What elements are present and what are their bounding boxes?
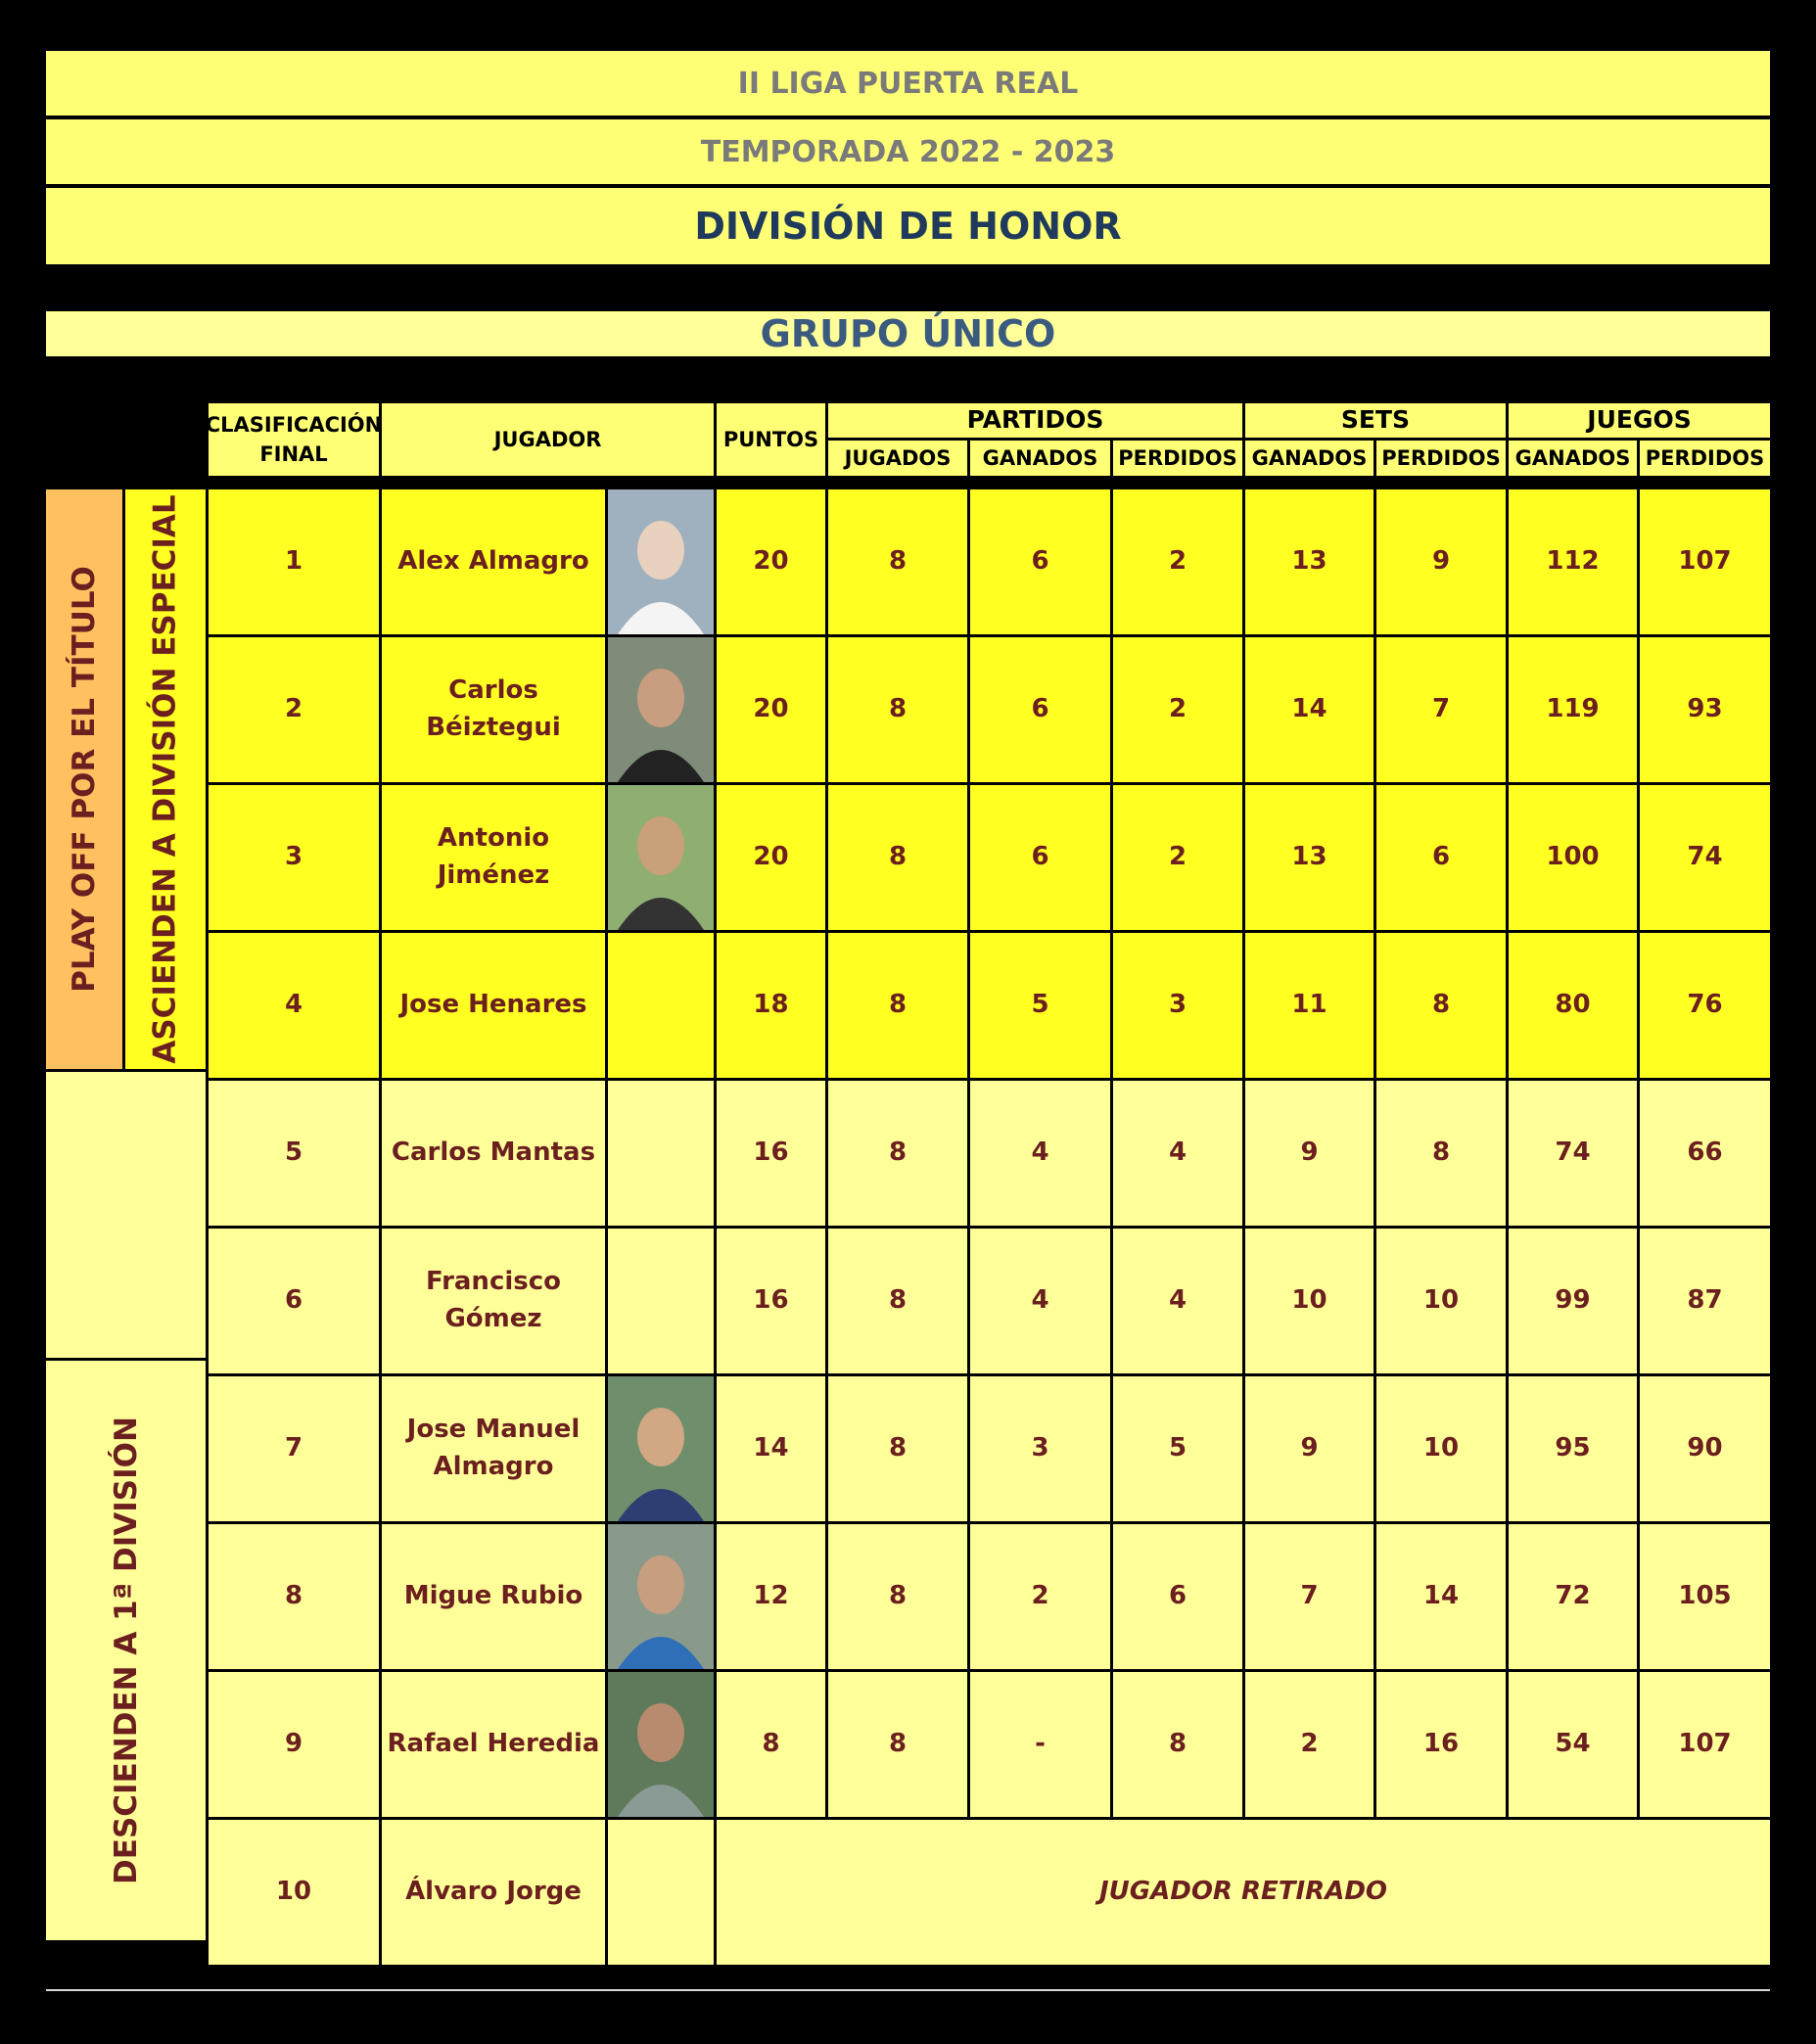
zone-promote <box>125 489 206 1069</box>
games-won-header: GANADOS <box>1509 441 1637 476</box>
stat-cell-pj: 8 <box>828 1081 967 1226</box>
stat-cell-pp: 5 <box>1113 1376 1242 1521</box>
stat-cell-jp: 107 <box>1640 1672 1770 1817</box>
stat-cell-sg: 10 <box>1245 1229 1374 1373</box>
stat-cell-sp: 8 <box>1376 1081 1506 1226</box>
games-lost-header: PERDIDOS <box>1640 441 1770 476</box>
stat-cell-pts: 20 <box>717 489 825 634</box>
stat-cell-pj: 8 <box>828 637 967 782</box>
stat-cell-pp: 4 <box>1113 1229 1242 1373</box>
player-name: Jose Henares <box>382 933 605 1078</box>
stat-cell-pp: 2 <box>1113 637 1242 782</box>
position-cell: 7 <box>209 1376 379 1521</box>
stat-cell-sg: 11 <box>1245 933 1374 1078</box>
stat-cell-pj: 8 <box>828 1524 967 1669</box>
stat-cell-sp: 14 <box>1376 1524 1506 1669</box>
stat-cell-sg: 2 <box>1245 1672 1374 1817</box>
stat-cell-pts: 8 <box>717 1672 825 1817</box>
player-photo <box>608 489 714 634</box>
player-name: Alex Almagro <box>382 489 605 634</box>
position-cell: 9 <box>209 1672 379 1817</box>
sets-lost-header: PERDIDOS <box>1376 441 1506 476</box>
position-cell: 8 <box>209 1524 379 1669</box>
stat-cell-jg: 72 <box>1509 1524 1637 1669</box>
player-photo-cell <box>608 489 714 634</box>
stat-cell-jg: 54 <box>1509 1672 1637 1817</box>
position-cell: 3 <box>209 785 379 930</box>
position-cell: 1 <box>209 489 379 634</box>
stat-cell-jp: 93 <box>1640 637 1770 782</box>
stat-cell-pp: 8 <box>1113 1672 1242 1817</box>
player-photo-cell <box>608 1376 714 1521</box>
bottom-rule <box>46 1989 1770 1991</box>
stat-cell-sp: 16 <box>1376 1672 1506 1817</box>
player-photo-cell <box>608 933 714 1078</box>
col-player-header: JUGADOR <box>382 403 714 476</box>
stat-cell-jg: 112 <box>1509 489 1637 634</box>
stat-cell-pg: 2 <box>970 1524 1110 1669</box>
stat-cell-pts: 12 <box>717 1524 825 1669</box>
stat-cell-pts: 20 <box>717 785 825 930</box>
stat-cell-pj: 8 <box>828 1229 967 1373</box>
stat-cell-jg: 119 <box>1509 637 1637 782</box>
stat-cell-jg: 95 <box>1509 1376 1637 1521</box>
player-photo <box>608 785 714 930</box>
col-position-header: CLASIFICACIÓN FINAL <box>209 403 379 476</box>
stat-cell-pj: 8 <box>828 785 967 930</box>
stat-cell-jg: 80 <box>1509 933 1637 1078</box>
player-photo <box>608 637 714 782</box>
stat-cell-sg: 9 <box>1245 1081 1374 1226</box>
matches-lost-header: PERDIDOS <box>1113 441 1242 476</box>
stat-cell-pg: 6 <box>970 637 1110 782</box>
season-title: TEMPORADA 2022 - 2023 <box>46 119 1770 184</box>
stat-cell-pts: 16 <box>717 1229 825 1373</box>
matches-played-header: JUGADOS <box>828 441 967 476</box>
stat-cell-pp: 2 <box>1113 785 1242 930</box>
stat-cell-pg: 6 <box>970 785 1110 930</box>
stat-cell-pj: 8 <box>828 489 967 634</box>
player-photo-cell <box>608 1229 714 1373</box>
stat-cell-jg: 100 <box>1509 785 1637 930</box>
stat-cell-pp: 4 <box>1113 1081 1242 1226</box>
stat-cell-pj: 8 <box>828 1376 967 1521</box>
col-sets-header: SETS <box>1245 403 1506 438</box>
stat-cell-pts: 18 <box>717 933 825 1078</box>
zone-playoff <box>46 489 122 1069</box>
stat-cell-jp: 76 <box>1640 933 1770 1078</box>
col-matches-header: PARTIDOS <box>828 403 1242 438</box>
stat-cell-pj: 8 <box>828 933 967 1078</box>
player-photo-cell <box>608 1081 714 1226</box>
stat-cell-pts: 20 <box>717 637 825 782</box>
player-name: Migue Rubio <box>382 1524 605 1669</box>
position-cell: 10 <box>209 1820 379 1965</box>
stat-cell-sp: 9 <box>1376 489 1506 634</box>
player-photo-cell <box>608 637 714 782</box>
sets-won-header: GANADOS <box>1245 441 1374 476</box>
player-name: Antonio Jiménez <box>382 785 605 930</box>
stat-cell-sg: 13 <box>1245 785 1374 930</box>
player-name: Francisco Gómez <box>382 1229 605 1373</box>
stat-cell-sg: 13 <box>1245 489 1374 634</box>
position-cell: 4 <box>209 933 379 1078</box>
col-games-header: JUEGOS <box>1509 403 1770 438</box>
stat-cell-sg: 14 <box>1245 637 1374 782</box>
player-photo-cell <box>608 1820 714 1965</box>
stat-cell-sp: 8 <box>1376 933 1506 1078</box>
stat-cell-sg: 7 <box>1245 1524 1374 1669</box>
stat-cell-pp: 2 <box>1113 489 1242 634</box>
stat-cell-pg: 4 <box>970 1229 1110 1373</box>
stat-cell-sp: 10 <box>1376 1229 1506 1373</box>
stat-cell-sg: 9 <box>1245 1376 1374 1521</box>
zone-relegate-label: DESCIENDEN A 1ª DIVISIÓN <box>108 1417 144 1884</box>
player-name: Carlos Mantas <box>382 1081 605 1226</box>
stat-cell-jp: 74 <box>1640 785 1770 930</box>
player-photo-cell <box>608 1672 714 1817</box>
player-photo <box>608 1672 714 1817</box>
stat-cell-pts: 14 <box>717 1376 825 1521</box>
stat-cell-pg: 3 <box>970 1376 1110 1521</box>
position-cell: 5 <box>209 1081 379 1226</box>
position-cell: 6 <box>209 1229 379 1373</box>
stat-cell-sp: 10 <box>1376 1376 1506 1521</box>
division-title: DIVISIÓN DE HONOR <box>46 188 1770 264</box>
stat-cell-sp: 7 <box>1376 637 1506 782</box>
stat-cell-pts: 16 <box>717 1081 825 1226</box>
col-points-header: PUNTOS <box>717 403 825 476</box>
player-name: Carlos Béiztegui <box>382 637 605 782</box>
stat-cell-pg: 5 <box>970 933 1110 1078</box>
position-cell: 2 <box>209 637 379 782</box>
zone-playoff-label: PLAY OFF POR EL TÍTULO <box>67 566 103 993</box>
stat-cell-pp: 3 <box>1113 933 1242 1078</box>
stat-cell-sp: 6 <box>1376 785 1506 930</box>
player-photo-cell <box>608 1524 714 1669</box>
matches-won-header: GANADOS <box>970 441 1110 476</box>
stat-cell-jg: 74 <box>1509 1081 1637 1226</box>
stat-cell-jp: 107 <box>1640 489 1770 634</box>
player-photo-cell <box>608 785 714 930</box>
stat-cell-jp: 90 <box>1640 1376 1770 1521</box>
stat-cell-jp: 66 <box>1640 1081 1770 1226</box>
player-photo <box>608 1524 714 1669</box>
group-title: GRUPO ÚNICO <box>46 311 1770 356</box>
stat-cell-pj: 8 <box>828 1672 967 1817</box>
stat-cell-pg: - <box>970 1672 1110 1817</box>
stat-cell-jg: 99 <box>1509 1229 1637 1373</box>
stat-cell-pp: 6 <box>1113 1524 1242 1669</box>
zone-promote-label: ASCIENDEN A DIVISIÓN ESPECIAL <box>148 494 184 1064</box>
player-name: Álvaro Jorge <box>382 1820 605 1965</box>
player-name: Jose Manuel Almagro <box>382 1376 605 1521</box>
player-name: Rafael Heredia <box>382 1672 605 1817</box>
zone-neutral <box>46 1072 206 1358</box>
zone-relegate <box>46 1361 206 1940</box>
stat-cell-pg: 4 <box>970 1081 1110 1226</box>
stat-cell-pg: 6 <box>970 489 1110 634</box>
league-title: II LIGA PUERTA REAL <box>46 51 1770 116</box>
stat-cell-jp: 105 <box>1640 1524 1770 1669</box>
player-photo <box>608 1376 714 1521</box>
retired-note: JUGADOR RETIRADO <box>717 1820 1770 1965</box>
stat-cell-jp: 87 <box>1640 1229 1770 1373</box>
